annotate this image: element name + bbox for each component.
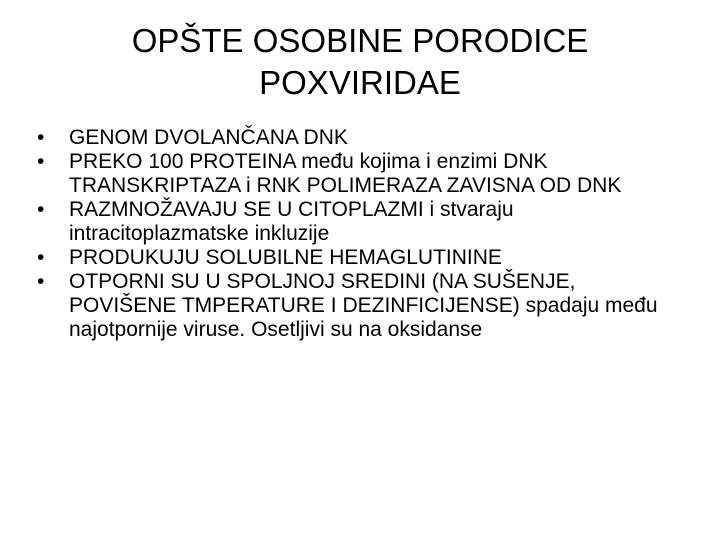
bullet-icon: •: [37, 270, 45, 293]
bullet-text: PREKO 100 PROTEINA među kojima i enzimi DNK TRANSKRIPTAZA i RNK POLIMERAZA ZAVISNA OD DNK: [69, 150, 622, 197]
title-line-1: OPŠTE OSOBINE PORODICE: [131, 22, 589, 59]
bullet-text: OTPORNI SU U SPOLJNOJ SREDINI (NA SUŠENJE, POVIŠENE TMPERATURE I DEZINFICIJENSE) spadaju među najotpornije viruse. Osetljivi su na oksidanse: [69, 270, 658, 341]
bullet-icon: •: [37, 150, 45, 173]
slide-title: [0, 20, 720, 104]
bullet-text: RAZMNOŽAVAJU SE U CITOPLAZMI i stvaraju intracitoplazmatske inkluzije: [69, 198, 514, 245]
title-line-2: POXVIRIDAE: [259, 64, 461, 101]
bullet-list: [36, 126, 686, 342]
bullet-item-hemagglutinins: [36, 246, 686, 270]
bullet-item-genome: [36, 126, 686, 150]
bullet-text: PRODUKUJU SOLUBILNE HEMAGLUTININE: [69, 246, 502, 269]
bullet-item-proteins: [36, 150, 686, 198]
bullet-item-replication: [36, 198, 686, 246]
bullet-text: GENOM DVOLANČANA DNK: [69, 126, 348, 149]
bullet-icon: •: [37, 246, 45, 269]
bullet-icon: •: [37, 198, 45, 221]
bullet-icon: •: [37, 126, 45, 149]
bullet-item-resistance: [36, 270, 686, 342]
